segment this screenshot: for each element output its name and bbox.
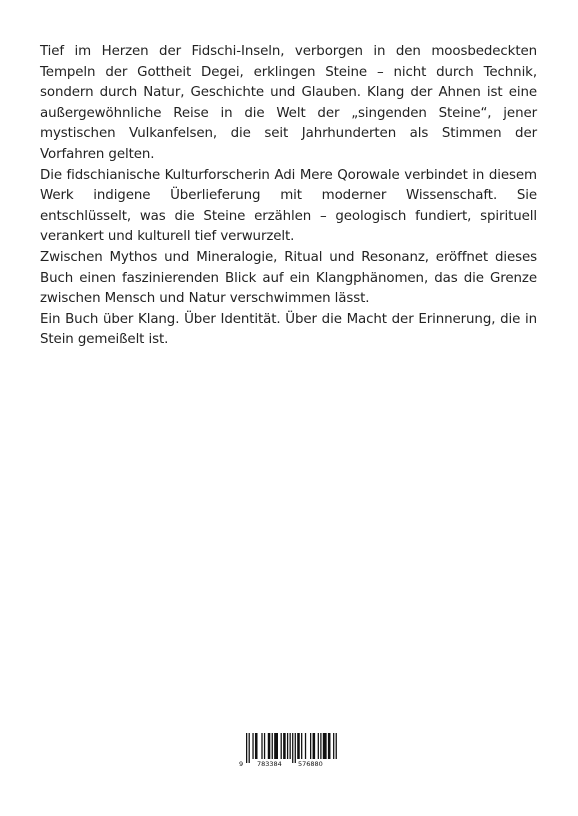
blurb-paragraph-1: Tief im Herzen der Fidschi-Inseln, verborgen in den moosbedeckten Tempeln der Gottheit Degei, erklingen Steine – nicht durch Technik, sondern durch Natur, Geschichte und Glauben. Klang der Ahnen ist eine außergewöhnliche Reise in die Welt der „singenden Steine“, jener mystischen Vulkanfelsen, die seit Jahrhunderten als Stimmen der Vorfahren gelten. [40, 44, 537, 162]
blurb-paragraph-2: Die fidschianische Kulturforscherin Adi Mere Qorowale verbindet in diesem Werk indigene Überlieferung mit moderner Wissenschaft. Sie entschlüsselt, was die Steine erzählen – geologisch fundiert, spirituell verankert und kulturell tief verwurzelt. [40, 167, 537, 245]
barcode-graphic [238, 733, 339, 767]
barcode-bar [246, 733, 247, 763]
blurb-paragraph-3: Zwischen Mythos und Mineralogie, Ritual und Resonanz, eröffnet dieses Buch einen faszinierenden Blick auf ein Klangphänomen, das die Grenze zwischen Mensch und Natur verschwimmen lässt. [40, 249, 537, 307]
barcode-bar [281, 733, 282, 759]
blurb-paragraph-4: Ein Buch über Klang. Über Identität. Über die Macht der Erinnerung, die in Stein gemeißelt ist. [40, 311, 537, 348]
barcode-bars [246, 733, 339, 763]
barcode-bar [274, 733, 278, 759]
barcode-bar [333, 733, 334, 759]
barcode-bar [336, 733, 337, 759]
barcode-prefix-digit: 9 [239, 760, 244, 767]
barcode-bar [320, 733, 321, 759]
barcode-left-digits: 783384 [257, 760, 282, 767]
barcode-bar [290, 733, 291, 759]
barcode-bar [287, 733, 288, 759]
isbn-barcode [238, 733, 339, 767]
barcode-bar [255, 733, 258, 759]
barcode-bar [252, 733, 253, 759]
barcode-bar [249, 733, 250, 763]
barcode-bar [323, 733, 327, 759]
barcode-bar [305, 733, 306, 759]
barcode-bar [264, 733, 265, 759]
barcode-bar [301, 733, 302, 759]
barcode-bar [268, 733, 271, 759]
barcode-bar [310, 733, 311, 759]
barcode-bar [318, 733, 319, 759]
barcode-bar [297, 733, 300, 759]
barcode-bar [328, 733, 331, 759]
barcode-bar [313, 733, 316, 759]
barcode-bar [295, 733, 296, 763]
barcode-bar [292, 733, 293, 763]
barcode-right-digits: 576880 [298, 760, 323, 767]
back-cover-text [40, 42, 537, 351]
barcode-bar [261, 733, 262, 759]
barcode-bar [283, 733, 286, 759]
barcode-bar [272, 733, 273, 759]
